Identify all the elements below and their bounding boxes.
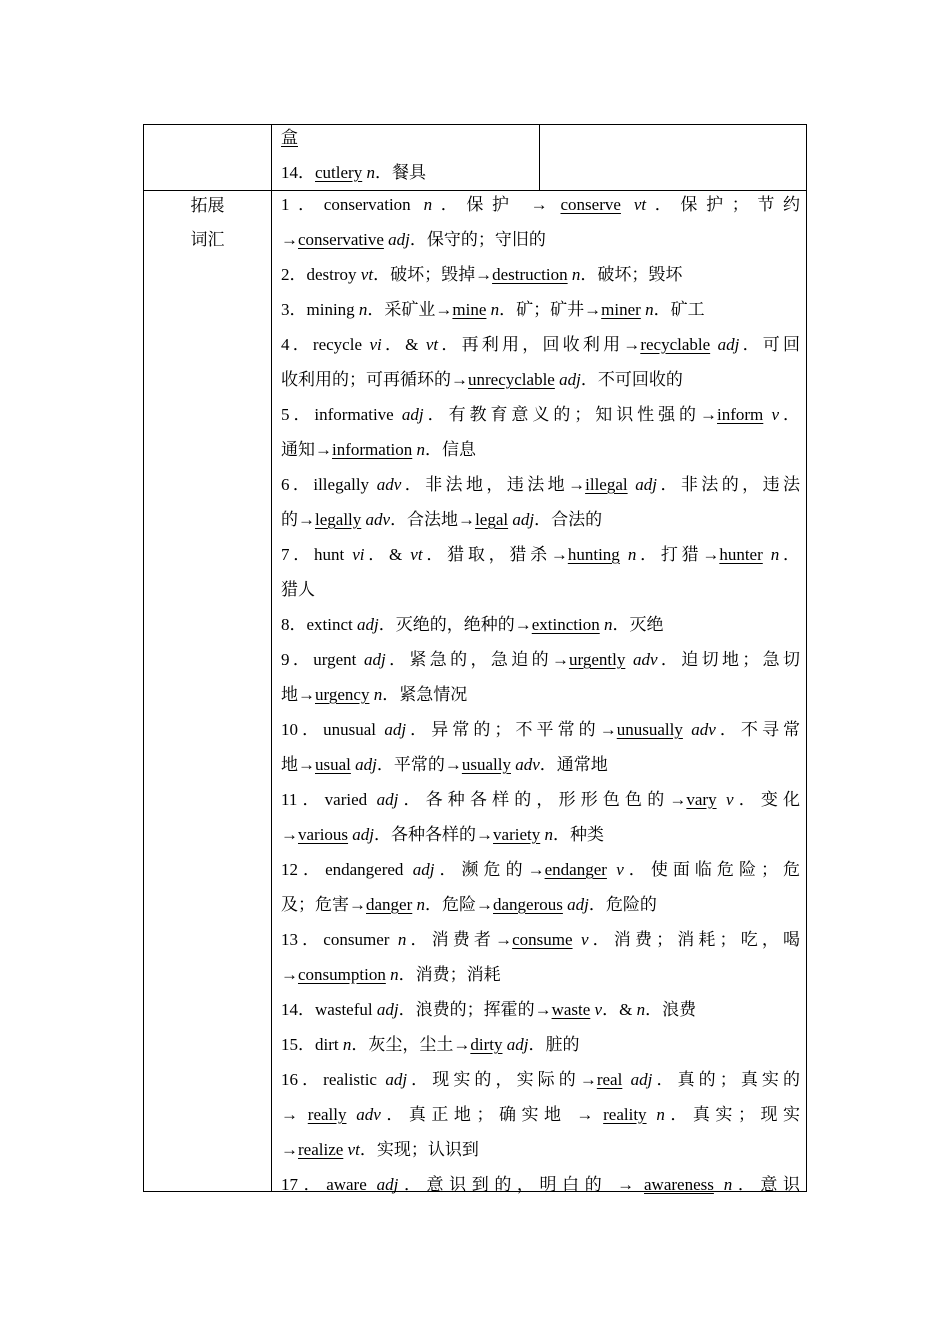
column-divider bbox=[271, 125, 272, 1191]
vocab-line: 17．aware adj．意识到的，明白的 → awareness n．意识 bbox=[281, 1175, 800, 1194]
vocab-line: 8．extinct adj．灭绝的，绝种的→extinction n．灭绝 bbox=[281, 615, 664, 634]
vocab-line: 10．unusual adj．异常的；不平常的→unusually adv．不寻常 bbox=[281, 720, 800, 739]
vocab-line: 14．cutlery n．餐具 bbox=[281, 163, 426, 182]
vocab-line: 14．wasteful adj．浪费的；挥霍的→waste v．& n．浪费 bbox=[281, 1000, 697, 1019]
vocab-line: 7．hunt vi．& vt．猎取，猎杀→hunting n．打猎→hunter n． bbox=[281, 545, 800, 564]
vocab-line: 盒 bbox=[281, 128, 298, 147]
vocab-line: 11．varied adj．各种各样的，形形色色的→vary v．变化 bbox=[281, 790, 800, 809]
vocab-line: 2．destroy vt．破坏；毁掉→destruction n．破坏；毁坏 bbox=[281, 265, 683, 284]
vocab-line: 16．realistic adj．现实的，实际的→real adj．真的；真实的 bbox=[281, 1070, 800, 1089]
vocab-line: →conservative adj．保守的；守旧的 bbox=[281, 230, 546, 249]
vocab-line: →realize vt．实现；认识到 bbox=[281, 1140, 479, 1159]
vocab-line: 地→usual adj．平常的→usually adv．通常地 bbox=[281, 755, 608, 774]
vocab-line: 1．conservation n．保护 → conserve vt．保护；节约 bbox=[281, 195, 800, 214]
vocab-line: 猎人 bbox=[281, 580, 315, 599]
vocab-line: 3．mining n．采矿业→mine n．矿；矿井→miner n．矿工 bbox=[281, 300, 705, 319]
vocab-line: 6．illegally adv．非法地，违法地→illegal adj．非法的，违法 bbox=[281, 475, 800, 494]
vocab-line: 13．consumer n．消费者→consume v．消费；消耗；吃，喝 bbox=[281, 930, 800, 949]
vocab-line: 收利用的；可再循环的→unrecyclable adj．不可回收的 bbox=[281, 370, 683, 389]
section-label-line1: 拓展 bbox=[190, 196, 225, 216]
vocab-line: 5．informative adj．有教育意义的；知识性强的→inform v． bbox=[281, 405, 800, 424]
vocab-line: 9．urgent adj．紧急的，急迫的→urgently adv．迫切地；急切 bbox=[281, 650, 800, 669]
vocab-line: 15．dirt n．灰尘，尘土→dirty adj．脏的 bbox=[281, 1035, 580, 1054]
vocab-line: 4．recycle vi．& vt．再利用，回收利用→recyclable adj．可回 bbox=[281, 335, 800, 354]
section-label bbox=[144, 189, 271, 257]
vocab-line: 地→urgency n．紧急情况 bbox=[281, 685, 468, 704]
vocab-line: →consumption n．消费；消耗 bbox=[281, 965, 501, 984]
vocab-line: 12．endangered adj．濒危的→endanger v．使面临危险；危 bbox=[281, 860, 800, 879]
vocab-line: → really adv．真正地；确实地 → reality n．真实；现实 bbox=[281, 1105, 800, 1124]
vocab-line: 通知→information n．信息 bbox=[281, 440, 477, 459]
vocab-line: 及；危害→danger n．危险→dangerous adj．危险的 bbox=[281, 895, 657, 914]
vocabulary-table bbox=[143, 124, 807, 1192]
vocab-line: 的→legally adv．合法地→legal adj．合法的 bbox=[281, 510, 603, 529]
section-label-line2: 词汇 bbox=[190, 230, 225, 250]
vocab-line: →various adj．各种各样的→variety n．种类 bbox=[281, 825, 604, 844]
